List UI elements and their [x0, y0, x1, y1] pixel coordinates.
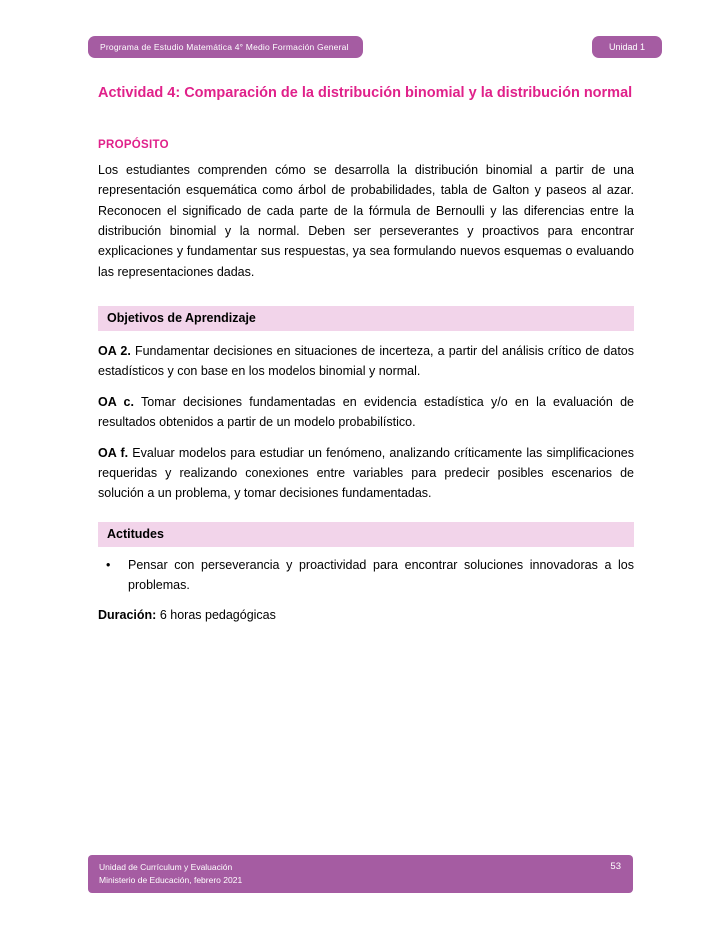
actitudes-list-item — [98, 555, 634, 596]
oa-item-2-text: Fundamentar decisiones en situaciones de incerteza, a partir del análisis crítico de datos estadísticos y con base en los modelos binomial y normal. — [98, 344, 634, 379]
content-column — [98, 84, 634, 626]
oa-item-2 — [98, 341, 634, 382]
page-footer — [88, 855, 633, 893]
oa-item-f — [98, 443, 634, 504]
duracion-value: 6 horas pedagógicas — [159, 608, 276, 623]
actitudes-banner: Actitudes — [98, 522, 634, 547]
bullet-icon: • — [106, 557, 111, 572]
oa-item-c-text: Tomar decisiones fundamentadas en evidencia estadística y/o en la evaluación de resultados obtenidos a partir de un modelo probabilístico. — [98, 394, 634, 430]
proposito-body: Los estudiantes comprenden cómo se desarrolla la distribución binomial a partir de una representación esquemática como árbol de probabilidades, tabla de Galton y paseos al azar. Reconocen el significado de cada parte de la fórmula de Bernoulli y las diferencias entre la distribución binomial y la normal. Deben ser perseverantes y proactivos para encontrar explicaciones y fundamentar sus respuestas, ya sea formulando nuevos esquemas o evaluando las representaciones dadas. — [98, 162, 634, 279]
activity-title: Actividad 4: Comparación de la distribución binomial y la distribución normal — [98, 85, 633, 101]
oa-item-f-text: Evaluar modelos para estudiar un fenómeno, analizando críticamente las simplificaciones requeridas y realizando conexiones entre variables para predecir posibles escenarios de solución a un problema, y tomar decisiones fundamentadas. — [98, 445, 635, 501]
duracion-label: Duración: — [98, 608, 157, 623]
oa-item-f-label: OA f. — [98, 445, 129, 460]
page-header — [88, 36, 662, 58]
objetivos-banner: Objetivos de Aprendizaje — [98, 306, 634, 331]
proposito-heading: PROPÓSITO — [98, 138, 169, 151]
oa-item-c — [98, 392, 634, 433]
actitudes-item-text: Pensar con perseverancia y proactividad para encontrar soluciones innovadoras a los problemas. — [128, 557, 634, 593]
oa-item-c-label: OA c. — [98, 394, 134, 409]
footer-line2: Ministerio de Educación, febrero 2021 — [99, 875, 243, 885]
page-number: 53 — [610, 861, 621, 872]
duracion-line — [98, 605, 634, 625]
footer-line1: Unidad de Currículum y Evaluación — [99, 861, 233, 872]
oa-item-2-label: OA 2. — [98, 344, 131, 359]
unit-badge: Unidad 1 — [592, 36, 662, 58]
footer-credits — [99, 861, 242, 887]
program-title-bar: Programa de Estudio Matemática 4° Medio Formación General — [88, 36, 363, 58]
